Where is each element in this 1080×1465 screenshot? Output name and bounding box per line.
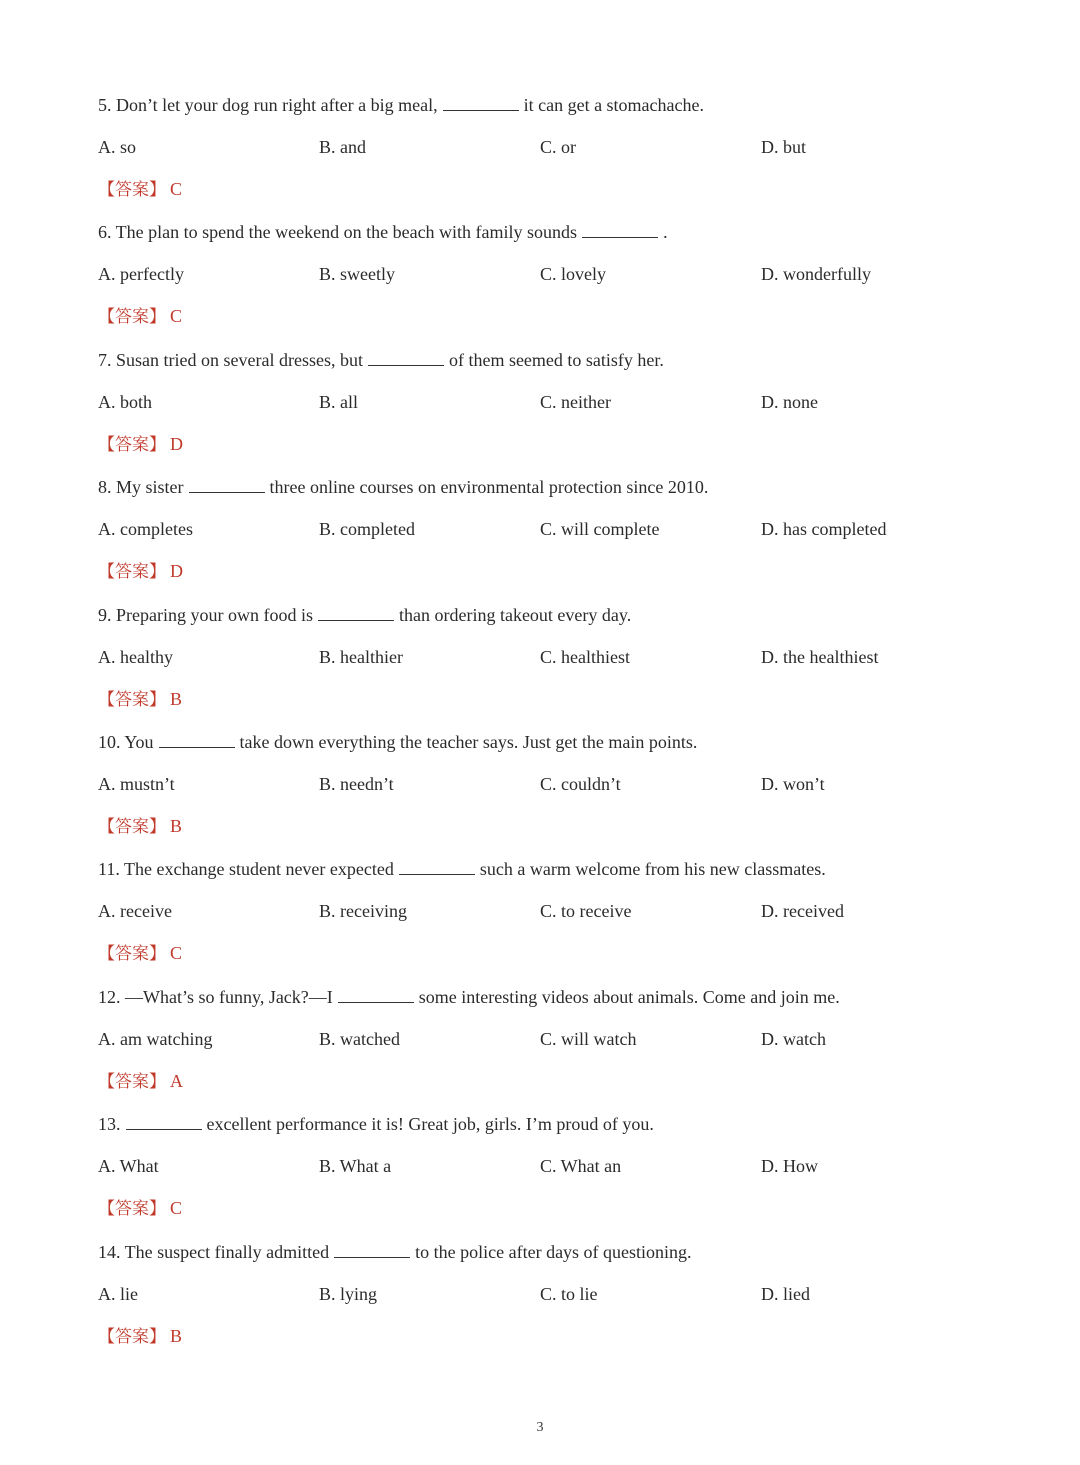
options-row xyxy=(0,136,1080,158)
answer-label: 【答案】 xyxy=(98,944,166,965)
answer-label: 【答案】 xyxy=(98,434,166,455)
option-c: C. What an xyxy=(540,1156,622,1177)
stem-text-before: 7. Susan tried on several dresses, but xyxy=(98,349,363,370)
stem-text-before: 6. The plan to spend the weekend on the beach with family sounds xyxy=(98,222,578,243)
option-d: D. the healthiest xyxy=(761,646,879,667)
question-stem xyxy=(98,858,826,880)
answer-value: C xyxy=(170,306,183,327)
question-13 xyxy=(0,1113,1080,1240)
answer-value: B xyxy=(170,816,183,836)
answer-line xyxy=(98,560,183,583)
answer-line xyxy=(98,178,182,201)
option-b: B. all xyxy=(319,391,358,412)
options-row xyxy=(0,518,1080,540)
answer-value: C xyxy=(170,1198,183,1219)
stem-text-after: of them seemed to satisfy her. xyxy=(448,349,664,370)
answer-blank xyxy=(582,223,658,238)
answer-line xyxy=(98,1197,182,1220)
options-row xyxy=(0,646,1080,668)
question-stem xyxy=(98,349,664,371)
question-6 xyxy=(0,221,1080,348)
question-stem xyxy=(98,731,697,753)
answer-blank xyxy=(338,988,414,1003)
option-c: C. to receive xyxy=(540,901,632,922)
option-c: C. or xyxy=(540,137,576,157)
stem-text-after: some interesting videos about animals. Come and join me. xyxy=(418,986,840,1007)
page-number: 3 xyxy=(536,1420,544,1435)
answer-line xyxy=(98,305,182,328)
options-row xyxy=(0,1028,1080,1050)
stem-text-after: take down everything the teacher says. Just get the main points. xyxy=(239,732,698,752)
answer-value: D xyxy=(170,561,183,582)
option-c: C. to lie xyxy=(540,1283,598,1304)
option-a: A. both xyxy=(98,391,152,412)
stem-text-before: 14. The suspect finally admitted xyxy=(98,1241,330,1262)
question-stem xyxy=(98,221,668,243)
option-a: A. completes xyxy=(98,519,193,540)
answer-line xyxy=(98,815,182,838)
option-d: D. wonderfully xyxy=(761,264,871,285)
option-a: A. so xyxy=(98,137,137,157)
option-b: B. and xyxy=(319,137,366,157)
stem-text-before: 10. You xyxy=(98,732,154,752)
options-row xyxy=(0,1155,1080,1177)
answer-label: 【答案】 xyxy=(98,1071,166,1092)
option-d: D. none xyxy=(761,391,818,412)
answer-line xyxy=(98,688,182,711)
option-c: C. lovely xyxy=(540,264,606,285)
option-a: A. healthy xyxy=(98,646,173,667)
stem-text-after: . xyxy=(663,222,668,243)
question-stem xyxy=(98,1241,692,1263)
options-row xyxy=(0,773,1080,795)
answer-value: A xyxy=(170,1070,183,1091)
option-b: B. lying xyxy=(319,1283,378,1304)
answer-line xyxy=(98,942,182,965)
option-d: D. but xyxy=(761,137,806,157)
option-c: C. couldn’t xyxy=(540,774,621,794)
stem-text-before: 13. xyxy=(98,1114,121,1135)
stem-text-after: three online courses on environmental protection since 2010. xyxy=(269,477,709,498)
option-d: D. watch xyxy=(761,1028,826,1049)
answer-line xyxy=(98,1070,183,1093)
stem-text-before: 11. The exchange student never expected xyxy=(98,859,394,880)
options-row xyxy=(0,263,1080,285)
answer-blank xyxy=(318,606,394,621)
option-b: B. watched xyxy=(319,1028,400,1049)
answer-blank xyxy=(126,1115,202,1130)
answer-line xyxy=(98,433,183,456)
answer-blank xyxy=(334,1243,410,1258)
stem-text-after: excellent performance it is! Great job, girls. I’m proud of you. xyxy=(206,1114,654,1135)
option-c: C. will complete xyxy=(540,519,660,540)
answer-blank xyxy=(399,860,475,875)
answer-value: B xyxy=(170,1325,183,1346)
option-a: A. mustn’t xyxy=(98,774,175,794)
stem-text-before: 8. My sister xyxy=(98,477,184,498)
question-stem xyxy=(98,476,708,498)
stem-text-before: 12. —What’s so funny, Jack?—I xyxy=(98,986,333,1007)
answer-blank xyxy=(189,478,265,493)
stem-text-before: 5. Don’t let your dog run right after a big meal, xyxy=(98,95,438,115)
option-d: D. received xyxy=(761,901,844,922)
stem-text-before: 9. Preparing your own food is xyxy=(98,604,313,625)
option-d: D. won’t xyxy=(761,774,825,794)
option-b: B. receiving xyxy=(319,901,407,922)
answer-value: B xyxy=(170,688,183,709)
option-c: C. neither xyxy=(540,391,611,412)
answer-label: 【答案】 xyxy=(98,307,166,328)
options-row xyxy=(0,391,1080,413)
stem-text-after: to the police after days of questioning. xyxy=(415,1241,692,1262)
question-stem xyxy=(98,1113,654,1135)
answer-label: 【答案】 xyxy=(98,1326,166,1347)
answer-label: 【答案】 xyxy=(98,689,166,710)
question-11 xyxy=(0,858,1080,985)
answer-label: 【答案】 xyxy=(98,180,166,200)
question-14 xyxy=(0,1241,1080,1368)
option-a: A. lie xyxy=(98,1283,138,1304)
option-a: A. perfectly xyxy=(98,264,184,285)
question-stem xyxy=(98,94,704,116)
answer-label: 【答案】 xyxy=(98,562,166,583)
options-row xyxy=(0,900,1080,922)
stem-text-after: it can get a stomachache. xyxy=(523,95,705,115)
answer-blank xyxy=(368,351,444,366)
question-8 xyxy=(0,476,1080,603)
option-b: B. completed xyxy=(319,519,415,540)
question-stem xyxy=(98,986,840,1008)
question-stem xyxy=(98,604,631,626)
answer-blank xyxy=(159,733,235,748)
option-a: A. receive xyxy=(98,901,172,922)
answer-value: C xyxy=(170,179,183,199)
option-b: B. needn’t xyxy=(319,774,394,794)
answer-blank xyxy=(443,96,519,111)
answer-value: C xyxy=(170,943,183,964)
option-c: C. will watch xyxy=(540,1028,637,1049)
answer-label: 【答案】 xyxy=(98,1199,166,1220)
option-d: D. lied xyxy=(761,1283,810,1304)
option-d: D. How xyxy=(761,1156,818,1177)
option-a: A. What xyxy=(98,1156,159,1177)
option-a: A. am watching xyxy=(98,1028,213,1049)
option-b: B. sweetly xyxy=(319,264,395,285)
question-9 xyxy=(0,604,1080,731)
question-10 xyxy=(0,731,1080,858)
stem-text-after: than ordering takeout every day. xyxy=(398,604,632,625)
option-b: B. healthier xyxy=(319,646,403,667)
question-12 xyxy=(0,986,1080,1113)
option-d: D. has completed xyxy=(761,519,887,540)
answer-label: 【答案】 xyxy=(98,817,166,837)
answer-value: D xyxy=(170,433,183,454)
options-row xyxy=(0,1283,1080,1305)
stem-text-after: such a warm welcome from his new classmates. xyxy=(479,859,826,880)
question-7 xyxy=(0,349,1080,476)
option-c: C. healthiest xyxy=(540,646,630,667)
answer-line xyxy=(98,1325,182,1348)
question-5 xyxy=(0,94,1080,221)
option-b: B. What a xyxy=(319,1156,392,1177)
